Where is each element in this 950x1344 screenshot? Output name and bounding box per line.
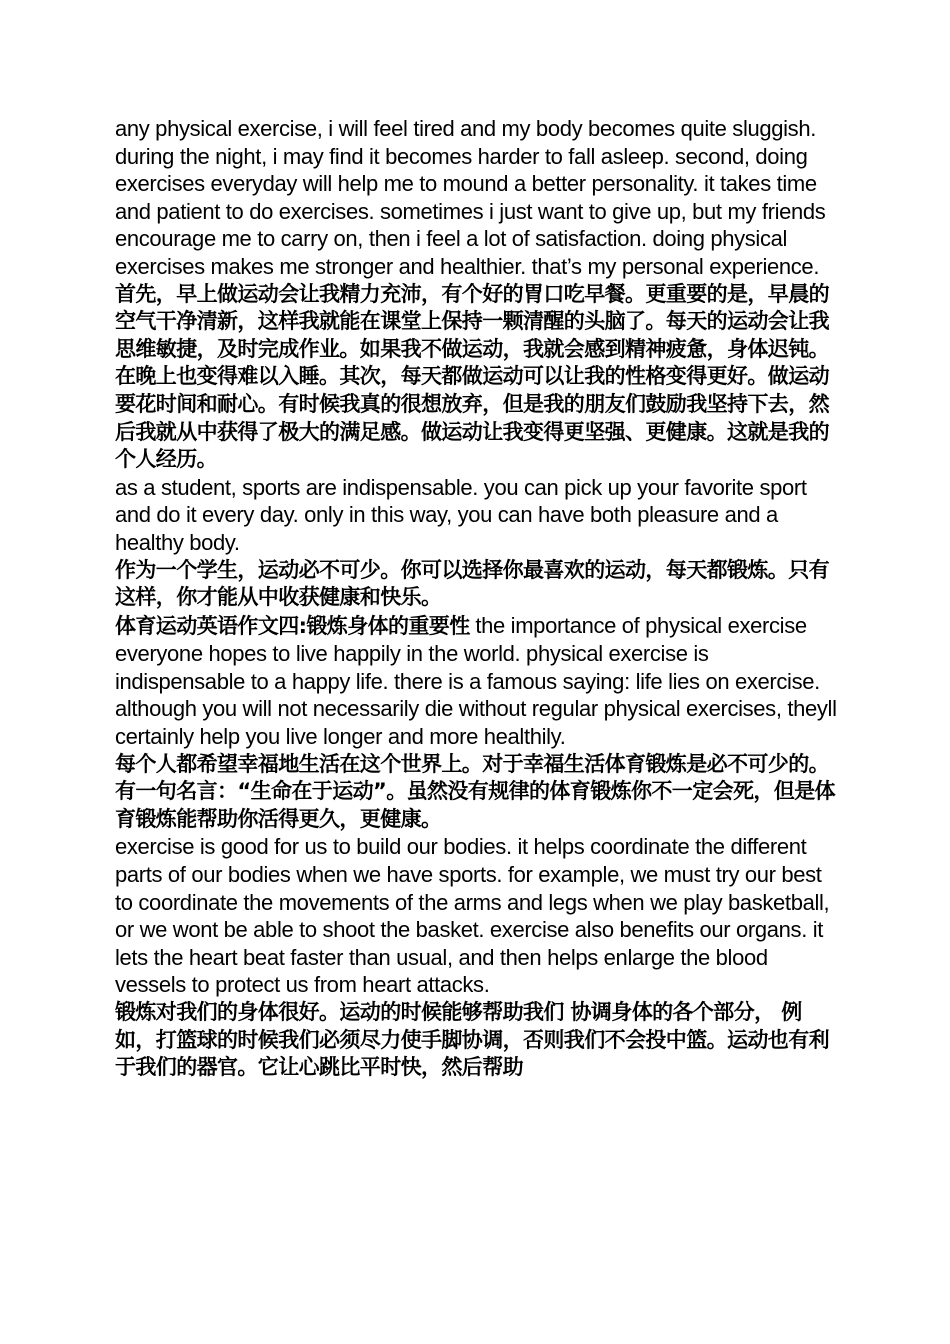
section-heading-chinese: 体育运动英语作文四:锻炼身体的重要性	[115, 613, 470, 638]
document-page	[115, 115, 840, 1082]
chinese-paragraph-1: 首先，早上做运动会让我精力充沛，有个好的胃口吃早餐。更重要的是，早晨的空气干净清新，这样我就能在课堂上保持一颗清醒的头脑了。每天的运动会让我思维敏捷，及时完成作业。如果我不做运动，我就会感到精神疲惫，身体迟钝。在晚上也变得难以入睡。其次，每天都做运动可以让我的性格变得更好。做运动要花时间和耐心。有时候我真的很想放弃，但是我的朋友们鼓励我坚持下去，然后我就从中获得了极大的满足感。做运动让我变得更坚强、更健康。这就是我的个人经历。	[115, 281, 829, 472]
english-paragraph-4: exercise is good for us to build our bodies. it helps coordinate the different parts of our bodies when we have sports. for example, we must try our best to coordinate the movements of the arms and legs when we play basketball, or we wont be able to shoot the basket. exercise also benefits our organs. it lets the heart beat faster than usual, and then helps enlarge the blood vessels to protect us from heart attacks.	[115, 834, 830, 998]
section-heading	[115, 612, 840, 641]
english-paragraph-3: everyone hopes to live happily in the world. physical exercise is indispensable to a happy life. there is a famous saying: life lies on exercise. although you will not necessarily die without regular physical exercises, theyll certainly help you live longer and more healthily.	[115, 641, 837, 750]
english-paragraph-2: as a student, sports are indispensable. you can pick up your favorite sport and do it every day. only in this way, you can have both pleasure and a healthy body.	[115, 474, 807, 555]
chinese-paragraph-4: 锻炼对我们的身体很好。运动的时候能够帮助我们 协调身体的各个部分， 例如，打篮球的时候我们必须尽力使手脚协调，否则我们不会投中篮。运动也有利于我们的器官。它让心跳比平时快，然后帮助	[115, 1000, 829, 1080]
english-paragraph-1: any physical exercise, i will feel tired and my body becomes quite sluggish. during the night, i may find it becomes harder to fall asleep. second, doing exercises everyday will help me to mound a better personality. it takes time and patient to do exercises. sometimes i just want to give up, but my friends encourage me to carry on, then i feel a lot of satisfaction. doing physical exercises makes me stronger and healthier. that’s my personal experience.	[115, 116, 826, 279]
chinese-paragraph-3: 每个人都希望幸福地生活在这个世界上。对于幸福生活体育锻炼是必不可少的。有一句名言：“生命在于运动”。虽然没有规律的体育锻炼你不一定会死，但是体育锻炼能帮助你活得更久，更健康。	[115, 751, 836, 831]
section-heading-english: the importance of physical exercise	[469, 612, 807, 638]
chinese-paragraph-2: 作为一个学生，运动必不可少。你可以选择你最喜欢的运动，每天都锻炼。只有这样，你才能从中收获健康和快乐。	[115, 557, 829, 610]
